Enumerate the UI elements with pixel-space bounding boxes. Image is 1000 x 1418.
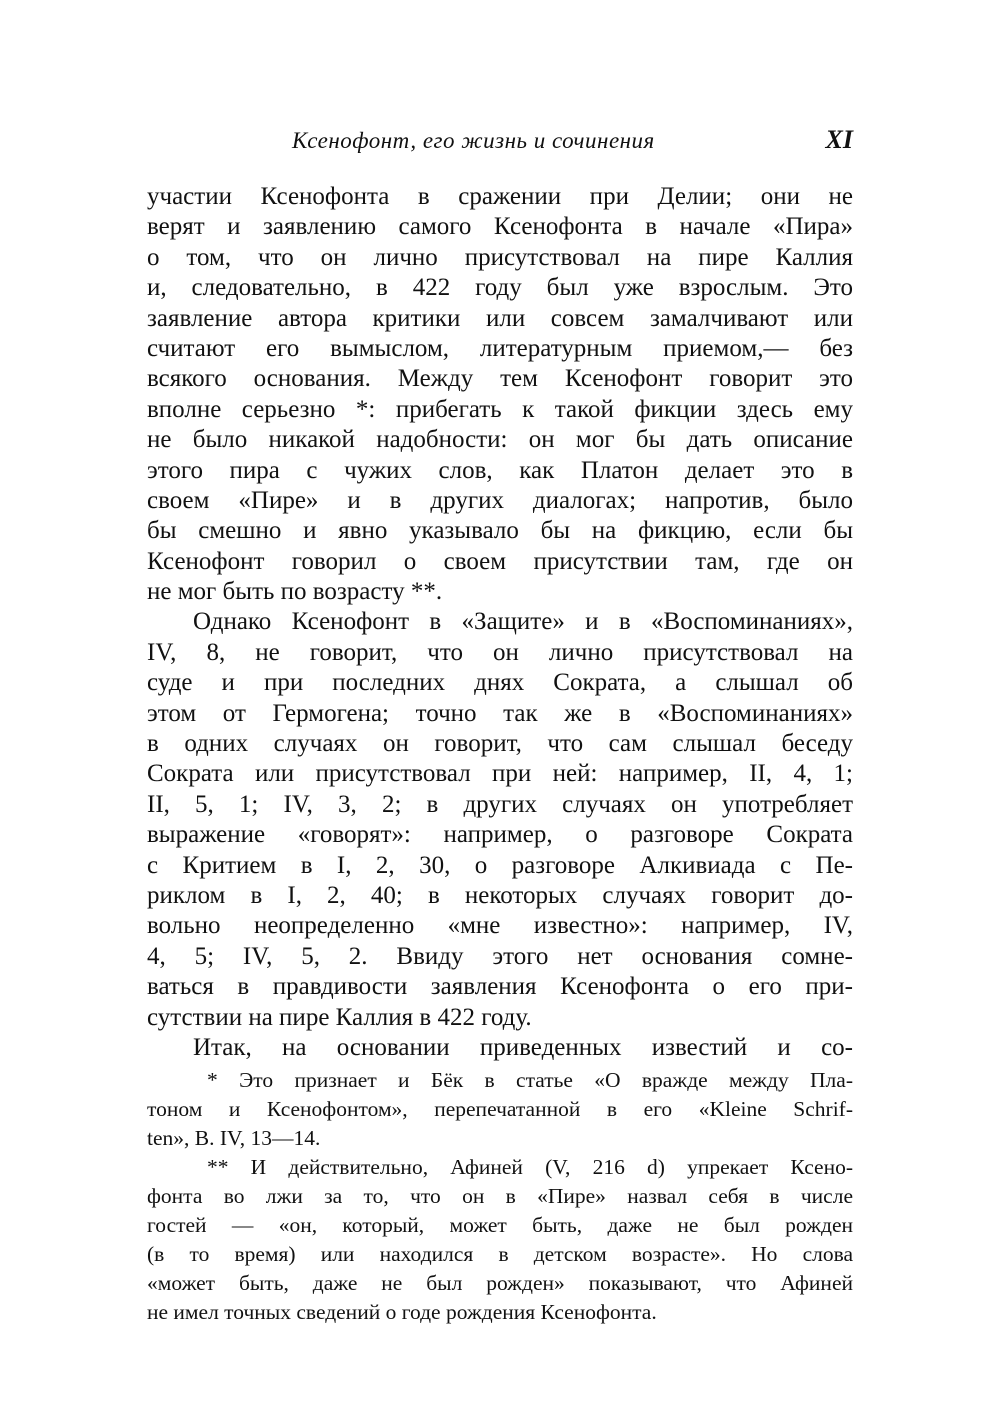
- text-line: сутствии на пире Каллия в 422 году.: [147, 1003, 532, 1031]
- text-line: этом от Гермогена; точно так же в «Воспоминаниях»: [147, 699, 853, 727]
- footnote-line: тоном и Ксенофонтом», перепечатанной в его «Kleine Schrif-: [147, 1097, 853, 1121]
- footnote-line: ** И действительно, Афиней (V, 216 d) упрекает Ксено-: [207, 1155, 853, 1179]
- text-line: суде и при последних днях Сократа, а слышал об: [147, 669, 853, 697]
- footnotes: [147, 1066, 853, 1327]
- text-line: не было никакой надобности: он мог бы дать описание: [147, 426, 853, 454]
- footnote-line: * Это признает и Бёк в статье «О вражде между Пла-: [207, 1068, 853, 1092]
- text-line: Сократа или присутствовал при ней: например, II, 4, 1;: [147, 760, 853, 788]
- paragraph-start-line: Однако Ксенофонт в «Защите» и в «Воспоминаниях»,: [193, 608, 853, 636]
- text-line: выражение «говорят»: например, о разговоре Сократа: [147, 821, 853, 849]
- text-line: своем «Пире» и в других диалогах; напротив, было: [147, 486, 853, 514]
- text-line: верят и заявлению самого Ксенофонта в начале «Пира»: [147, 213, 853, 241]
- page-number: XI: [825, 125, 853, 154]
- text-line: 4, 5; IV, 5, 2. Ввиду этого нет основания сомне-: [147, 942, 853, 970]
- text-line: Ксенофонт говорил о своем присутствии там, где он: [147, 547, 853, 575]
- text-line: вполне серьезно *: прибегать к такой фикции здесь ему: [147, 395, 853, 423]
- footnote-line: «может быть, даже не был рожден» показывают, что Афиней: [147, 1271, 853, 1295]
- text-line: этого пира с чужих слов, как Платон делает это в: [147, 456, 853, 484]
- text-line: вольно неопределенно «мне известно»: например, IV,: [147, 912, 853, 940]
- main-text: [147, 182, 853, 1063]
- running-head-title: Ксенофонт, его жизнь и сочинения: [292, 128, 655, 153]
- running-head: [147, 125, 853, 164]
- footnote-line: не имел точных сведений о годе рождения Ксенофонта.: [147, 1300, 657, 1324]
- text-line: бы смешно и явно указывало бы на фикцию, если бы: [147, 517, 853, 545]
- text-line: всякого основания. Между тем Ксенофонт говорит это: [147, 365, 853, 393]
- footnote-line: фонта во лжи за то, что он в «Пире» назвал себя в числе: [147, 1184, 853, 1208]
- text-line: IV, 8, не говорит, что он лично присутствовал на: [147, 638, 853, 666]
- text-line: в одних случаях он говорит, что сам слышал беседу: [147, 730, 853, 758]
- text-line: риклом в I, 2, 40; в некоторых случаях говорит до-: [147, 881, 853, 909]
- text-line: участии Ксенофонта в сражении при Делии; они не: [147, 183, 853, 210]
- footnote-line: (в то время) или находился в детском возрасте». Но слова: [147, 1242, 853, 1266]
- text-line: заявление автора критики или совсем замалчивают или: [147, 304, 853, 332]
- text-line: не мог быть по возрасту **.: [147, 578, 443, 606]
- text-line: II, 5, 1; IV, 3, 2; в других случаях он употребляет: [147, 790, 853, 818]
- text-line: и, следовательно, в 422 году был уже взрослым. Это: [147, 274, 853, 302]
- text-line: с Критием в I, 2, 30, о разговоре Алкивиада с Пе-: [147, 851, 853, 879]
- text-line: о том, что он лично присутствовал на пире Каллия: [147, 243, 853, 271]
- footnote-line: гостей — «он, который, может быть, даже не был рожден: [147, 1213, 853, 1237]
- text-line: ваться в правдивости заявления Ксенофонта о его при-: [147, 973, 853, 1001]
- text-line: считают его вымыслом, литературным приемом,— без: [147, 334, 853, 362]
- paragraph-start-line: Итак, на основании приведенных известий и со-: [193, 1033, 853, 1061]
- footnote-line: ten», B. IV, 13—14.: [147, 1126, 321, 1150]
